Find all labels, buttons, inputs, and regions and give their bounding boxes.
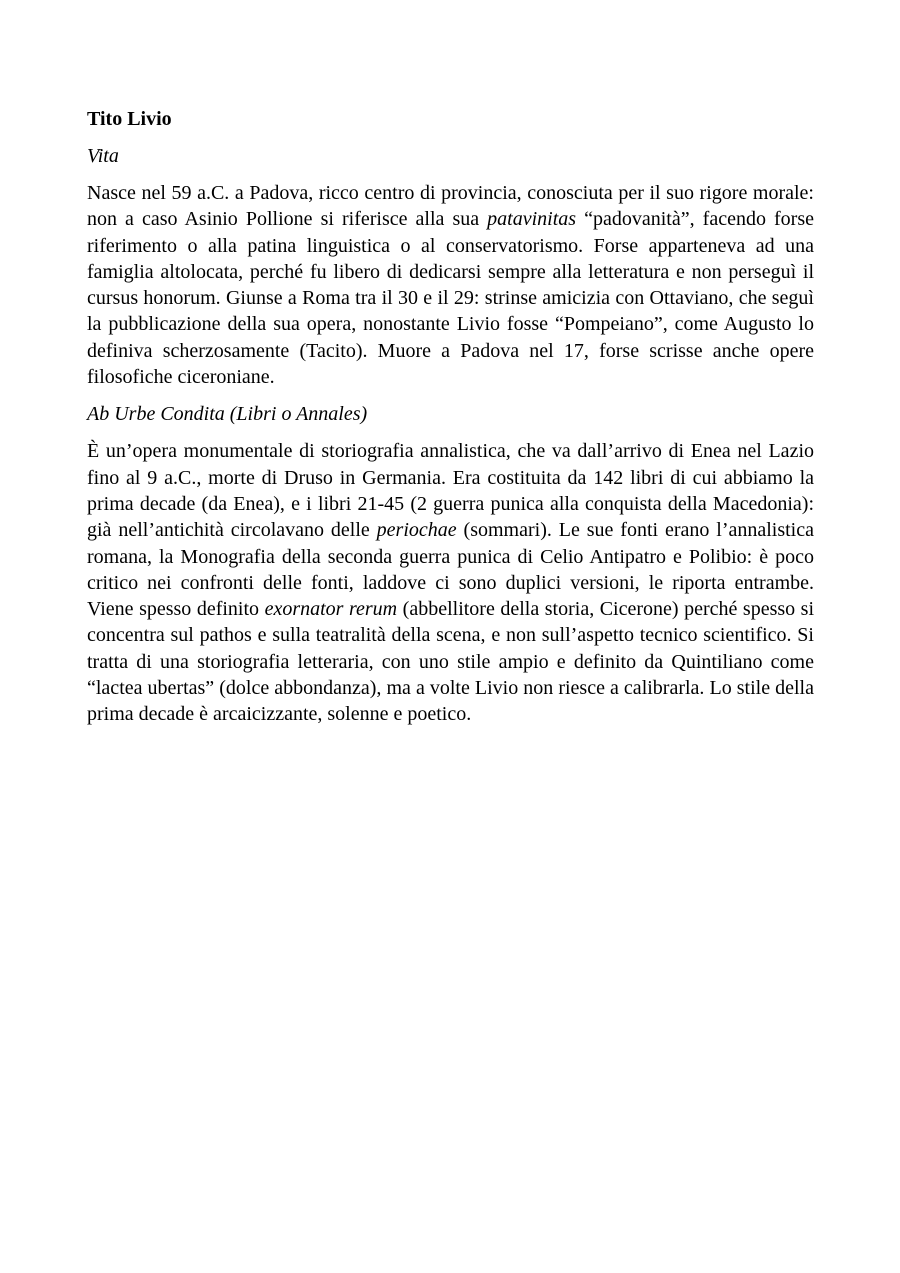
text-run: Nasce nel 59 a.C. a Padova, ricco centro di provincia, conosciuta per il suo rigore morale: non a caso Asinio Pollione si riferisce alla sua xyxy=(87,182,814,231)
text-run: (sommari). Le sue fonti erano l’annalistica romana, la Monografia della seconda guerra punica di Celio Antipatro e Polibio: è poco critico nei confronti delle fonti, laddove ci sono duplici versioni, le riporta entrambe. Viene spesso definito xyxy=(87,519,814,621)
italic-term: patavinitas xyxy=(487,208,577,231)
paragraph-vita xyxy=(87,180,814,390)
section-heading-ab-urbe-condita: Ab Urbe Condita (Libri o Annales) xyxy=(87,403,368,426)
text-run: È un’opera monumentale di storiografia annalistica, che va dall’arrivo di Enea nel Lazio fino al 9 a.C., morte di Druso in Germania. Era costituita da 142 libri di cui abbiamo la prima decade (da Enea), e i libri 21-45 (2 guerra punica alla conquista della Macedonia): già nell’antichità circolavano delle xyxy=(87,440,814,542)
section-heading-vita: Vita xyxy=(87,145,119,167)
paragraph-ab-urbe-condita xyxy=(87,438,814,727)
document-title: Tito Livio xyxy=(87,108,172,130)
italic-term: periochae xyxy=(376,519,457,542)
document-page xyxy=(87,106,814,739)
italic-term: exornator rerum xyxy=(264,598,398,621)
text-run: “padovanità”, facendo forse riferimento o alla patina linguistica o al conservatorismo. Forse apparteneva ad una famiglia altolocata, perché fu libero di dedicarsi sempre alla letteratura e non perseguì il cursus honorum. Giunse a Roma tra il 30 e il 29: strinse amicizia con Ottaviano, che seguì la pubblicazione della sua opera, nonostante Livio fosse “Pompeiano”, come Augusto lo definiva scherzosamente (Tacito). Muore a Padova nel 17, forse scrisse anche opere filosofiche ciceroniane. xyxy=(87,208,814,389)
text-run: (abbellitore della storia, Cicerone) perché spesso si concentra sul pathos e sulla teatralità della scena, e non sull’aspetto tecnico scientifico. Si tratta di una storiografia letteraria, con uno stile ampio e definito da Quintiliano come “lactea ubertas” (dolce abbondanza), ma a volte Livio non riesce a calibrarla. Lo stile della prima decade è arcaicizzante, solenne e poetico. xyxy=(87,598,815,726)
